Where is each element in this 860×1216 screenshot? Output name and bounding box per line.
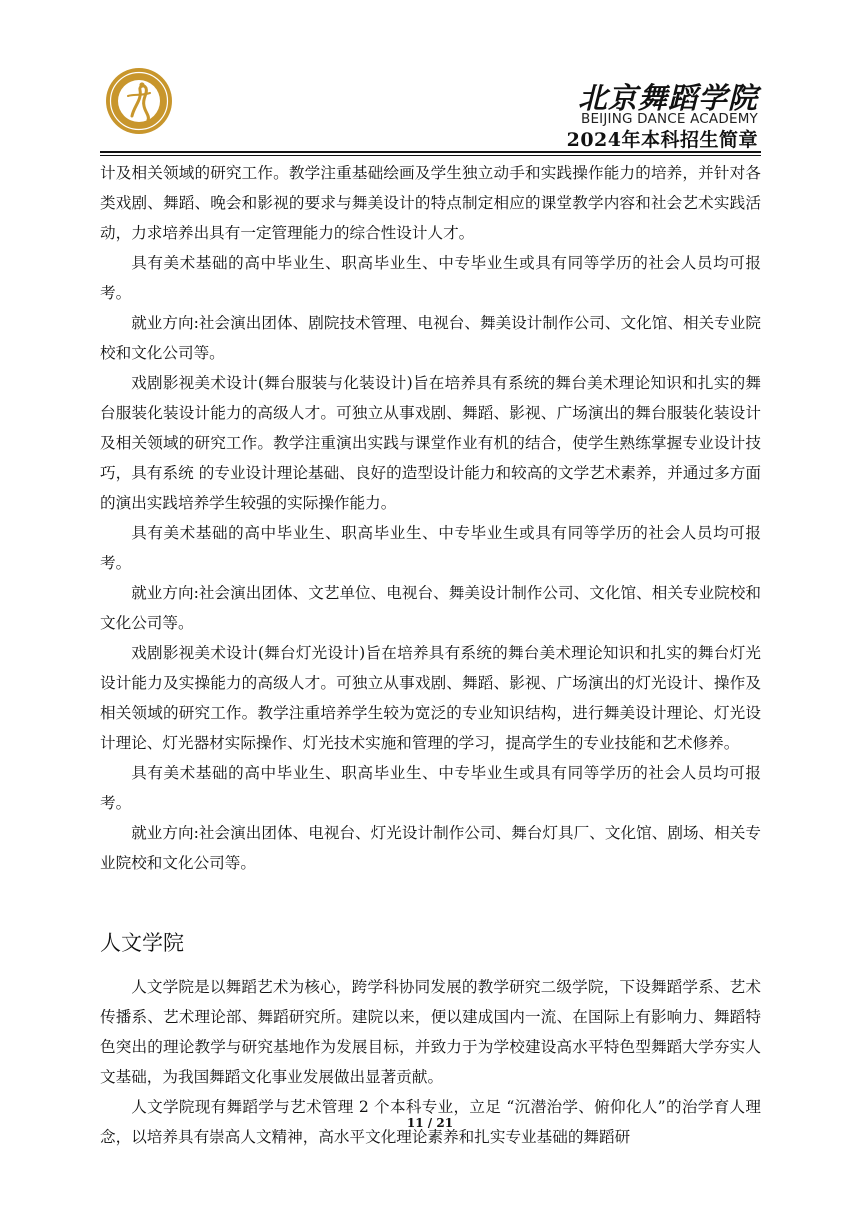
paragraph: 就业方向:社会演出团体、文艺单位、电视台、舞美设计制作公司、文化馆、相关专业院校和文化公司等。: [100, 584, 761, 632]
paragraph: 计及相关领域的研究工作。教学注重基础绘画及学生独立动手和实践操作能力的培养，并针对各类戏剧、舞蹈、晚会和影视的要求与舞美设计的特点制定相应的课堂教学内容和社会艺术实践活动，力求培养出具有一定管理能力的综合性设计人才。: [100, 164, 761, 242]
academy-seal-logo: [104, 66, 174, 136]
header-divider: [100, 151, 761, 153]
paragraph: 就业方向:社会演出团体、电视台、灯光设计制作公司、舞台灯具厂、文化馆、剧场、相关专业院校和文化公司等。: [100, 824, 761, 872]
paragraph: 就业方向:社会演出团体、剧院技术管理、电视台、舞美设计制作公司、文化馆、相关专业院校和文化公司等。: [100, 314, 761, 362]
section-heading: 人文学院: [100, 931, 184, 955]
header-branding: [567, 82, 758, 151]
paragraph: 具有美术基础的高中毕业生、职高毕业生、中专毕业生或具有同等学历的社会人员均可报考。: [100, 524, 761, 572]
paragraph: 具有美术基础的高中毕业生、职高毕业生、中专毕业生或具有同等学历的社会人员均可报考。: [100, 254, 761, 302]
paragraph: 具有美术基础的高中毕业生、职高毕业生、中专毕业生或具有同等学历的社会人员均可报考。: [100, 764, 761, 812]
document-body: [100, 158, 761, 1152]
paragraph: 戏剧影视美术设计(舞台灯光设计)旨在培养具有系统的舞台美术理论知识和扎实的舞台灯光设计能力及实操能力的高级人才。可独立从事戏剧、舞蹈、影视、广场演出的灯光设计、操作及相关领域的研究工作。教学注重培养学生较为宽泛的专业知识结构，进行舞美设计理论、灯光设计理论、灯光器材实际操作、灯光技术实施和管理的学习，提高学生的专业技能和艺术修养。: [100, 644, 761, 752]
paragraph: 人文学院是以舞蹈艺术为核心，跨学科协同发展的教学研究二级学院，下设舞蹈学系、艺术传播系、艺术理论部、舞蹈研究所。建院以来，便以建成国内一流、在国际上有影响力、舞蹈特色突出的理论教学与研究基地作为发展目标，并致力于为学校建设高水平特色型舞蹈大学夯实人文基础，为我国舞蹈文化事业发展做出显著贡献。: [100, 978, 761, 1086]
header-divider-thin: [100, 155, 761, 156]
brand-name-cn: 北京舞蹈学院: [577, 81, 758, 115]
paragraph: 戏剧影视美术设计(舞台服装与化装设计)旨在培养具有系统的舞台美术理论知识和扎实的舞台服装化装设计能力的高级人才。可独立从事戏剧、舞蹈、影视、广场演出的舞台服装化装设计及相关领域的研究工作。教学注重演出实践与课堂作业有机的结合，使学生熟练掌握专业设计技巧，具有系统 的专业设计理论基础、良好的造型设计能力和较高的文学艺术素养，并通过多方面的演出实践培养学生较强的实际操作能力。: [100, 374, 761, 512]
document-subtitle: 2024年本科招生简章: [566, 129, 758, 151]
page-number: 11 / 21: [406, 1116, 454, 1130]
paragraph: 人文学院现有舞蹈学与艺术管理 2 个本科专业，立足 “沉潜治学、俯仰化人”的治学育人理念，以培养具有崇高人文精神，高水平文化理论素养和扎实专业基础的舞蹈研: [100, 1098, 761, 1146]
brand-name-en: BEIJING DANCE ACADEMY: [580, 111, 758, 127]
